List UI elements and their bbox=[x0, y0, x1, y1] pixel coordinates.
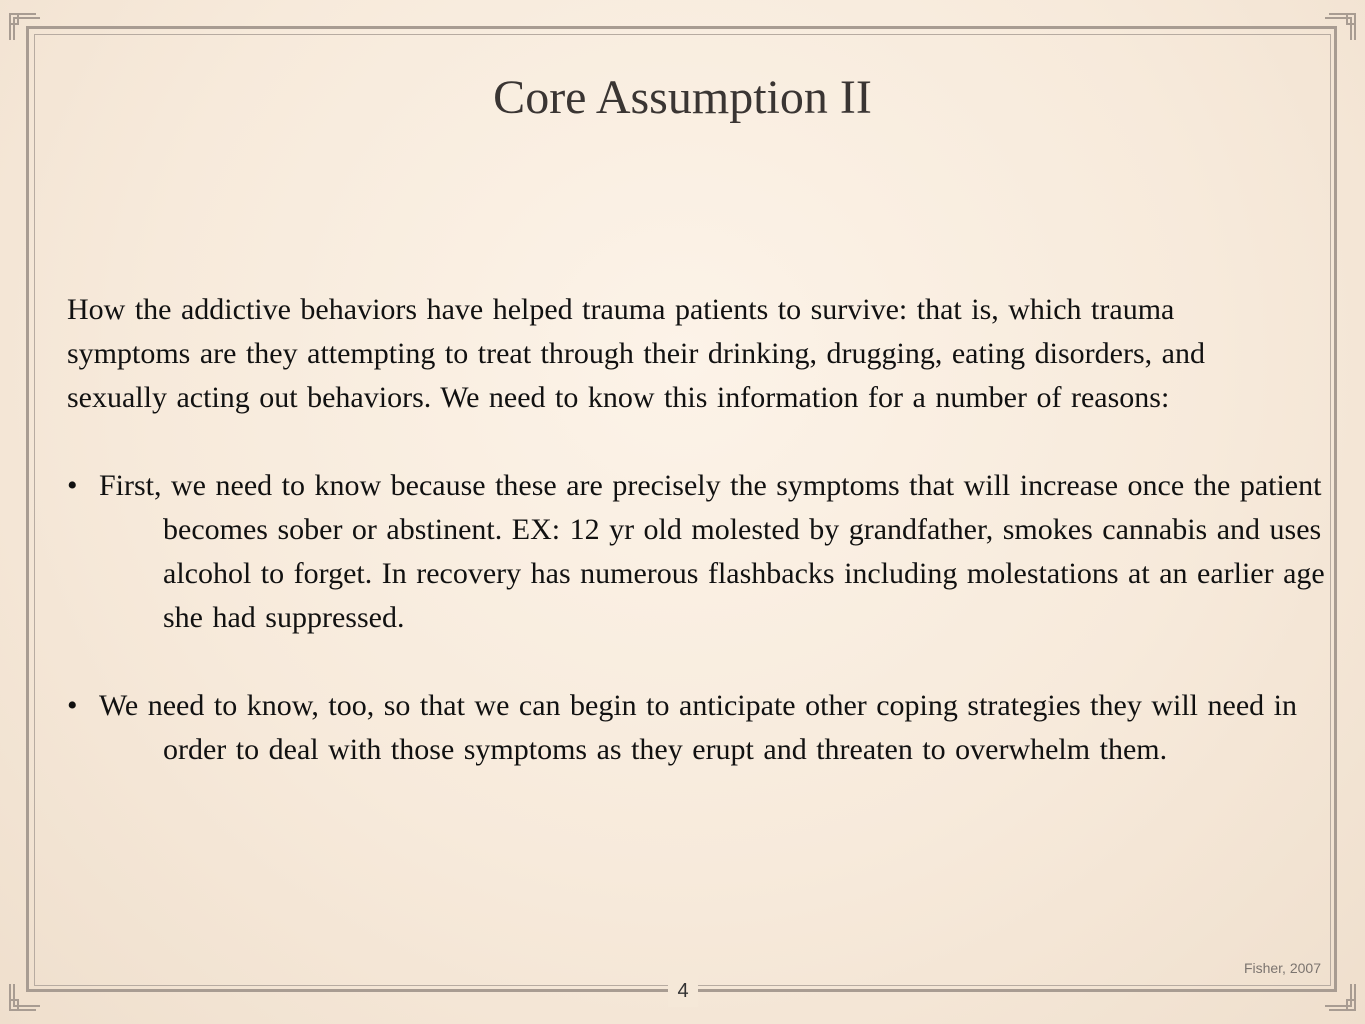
corner-ornament-icon bbox=[1323, 8, 1357, 42]
slide-body bbox=[67, 288, 1329, 816]
bullet-text: First, we need to know because these are precisely the symptoms that will increase once the patient becomes sober or abstinent. EX: 12 yr old molested by grandfather, smokes cannabis and uses alcohol to forget. In recovery has numerous flashbacks including molestations at an earlier age she had suppressed. bbox=[99, 469, 1325, 634]
intro-paragraph: How the addictive behaviors have helped trauma patients to survive: that is, which trauma symptoms are they attempting to treat through their drinking, drugging, eating disorders, and sexually acting out behaviors. We need to know this information for a number of reasons: bbox=[67, 293, 1205, 414]
bullet-item bbox=[67, 684, 1329, 772]
corner-ornament-icon bbox=[8, 8, 42, 42]
bullet-icon: • bbox=[67, 689, 78, 722]
corner-ornament-icon bbox=[1323, 982, 1357, 1016]
source-credit: Fisher, 2007 bbox=[1243, 960, 1321, 976]
slide-title: Core Assumption II bbox=[493, 71, 872, 124]
page-number: 4 bbox=[668, 975, 698, 1007]
bullet-icon: • bbox=[67, 469, 78, 502]
corner-ornament-icon bbox=[8, 982, 42, 1016]
bullet-text: We need to know, too, so that we can begin to anticipate other coping strategies they will need in order to deal with those symptoms as they erupt and threaten to overwhelm them. bbox=[99, 689, 1297, 766]
bullet-item bbox=[67, 464, 1329, 640]
